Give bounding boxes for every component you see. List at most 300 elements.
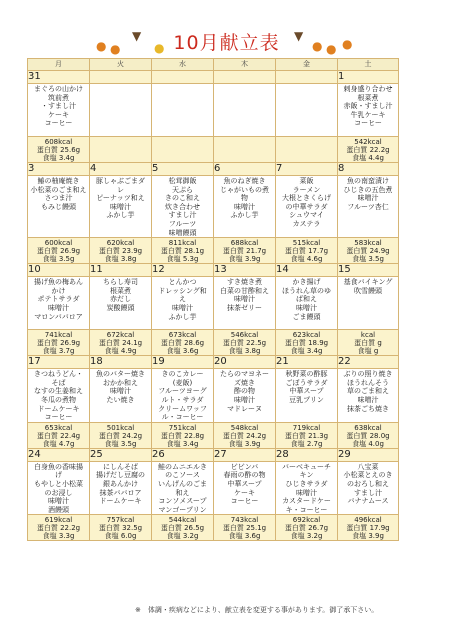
salt-value: 食塩 3.5g: [104, 439, 137, 448]
day-menu: [28, 176, 90, 238]
day-number: 21: [276, 356, 338, 369]
day-nutrition: [214, 422, 276, 448]
day-number: 26: [152, 448, 214, 461]
protein-value: 蛋白質 22.8g: [160, 431, 205, 440]
menu-item: (麦飯): [172, 378, 193, 387]
menu-item: 白身魚の香味揚: [34, 462, 83, 471]
salt-value: 食塩 2.7g: [290, 439, 323, 448]
menu-item: レ: [117, 185, 124, 194]
protein-value: 蛋白質 21.7g: [222, 247, 267, 256]
protein-value: 蛋白質 22.2g: [36, 524, 81, 533]
date-row: [28, 356, 399, 369]
menu-item: 豚しゃぶごまダ: [96, 177, 145, 185]
day-menu: [276, 277, 338, 330]
menu-item: きのこ和え: [165, 194, 200, 203]
pumpkin-icon: ●: [312, 39, 323, 53]
calorie-value: 546kcal: [230, 331, 259, 340]
protein-value: 蛋白質 17.9g: [346, 524, 390, 533]
day-number: 3: [28, 163, 90, 176]
protein-value: 蛋白質 26.5g: [160, 524, 205, 533]
menu-row: [28, 84, 399, 137]
nutrition-row: [28, 137, 399, 163]
day-nutrition: [28, 422, 90, 448]
salt-value: 食塩 3.2g: [166, 532, 199, 541]
salt-value: 食塩 3.5g: [352, 255, 384, 264]
menu-item: さつま汁: [44, 194, 73, 203]
menu-item: 赤飯・すまし汁: [343, 102, 393, 111]
day-nutrition: [338, 515, 399, 541]
day-nutrition: [90, 422, 152, 448]
menu-item: フルーツヨーグ: [158, 387, 207, 396]
menu-item: コーヒー: [44, 413, 73, 422]
page-title: 10月献立表: [173, 32, 280, 54]
nutrition-row: [28, 238, 399, 264]
menu-item: コンソメスープ: [158, 497, 207, 506]
menu-item: フルーツ: [168, 219, 197, 228]
date-row: [28, 448, 399, 461]
salt-value: 食塩 3.9g: [228, 255, 261, 264]
menu-item: 冬瓜の煮物: [41, 395, 76, 404]
menu-item: 鰆の柚庵焼き: [37, 177, 80, 185]
menu-item: ほうれん草のゆ: [282, 286, 331, 295]
menu-item: キ・コーヒー: [285, 505, 328, 514]
day-nutrition: [338, 422, 399, 448]
menu-item: 中華スープ: [289, 387, 324, 396]
day-menu: [338, 84, 399, 137]
day-number: 6: [214, 163, 276, 176]
salt-value: 食塩 4.7g: [42, 439, 75, 448]
calorie-value: 620kcal: [106, 239, 135, 248]
day-nutrition: [90, 330, 152, 356]
day-number: [214, 71, 276, 84]
calorie-value: 544kcal: [168, 516, 197, 525]
menu-item: 味噌汁: [357, 194, 379, 203]
menu-item: のこソース: [165, 471, 200, 480]
day-nutrition: [90, 238, 152, 264]
menu-item: 味噌汁: [110, 387, 131, 396]
day-menu: [338, 277, 399, 330]
cat-icon: ●: [154, 41, 165, 55]
menu-item: なすの生姜和え: [34, 387, 83, 396]
menu-item: ぶりの照り焼き: [343, 370, 393, 379]
menu-item: カスタードケー: [282, 497, 331, 506]
menu-item: 松茸御飯: [168, 177, 197, 185]
day-nutrition: [214, 137, 276, 163]
menu-item: 銀あんかけ: [103, 479, 138, 488]
calorie-value: 811kcal: [168, 239, 197, 248]
menu-item: 揚げ魚の梅あん: [34, 278, 83, 287]
menu-item: 炊き合わせ: [165, 202, 200, 211]
menu-item: クリームワッフ: [158, 404, 207, 413]
menu-item: カステラ: [292, 219, 321, 228]
menu-item: 酢の物: [234, 387, 255, 396]
day-menu: [276, 84, 338, 137]
menu-row: [28, 461, 399, 515]
menu-item: 根菜煮: [110, 286, 131, 295]
menu-item: 草のごま和え: [347, 387, 389, 396]
menu-item: 小松菜のごま和え: [30, 185, 87, 194]
bat-icon: ▼: [294, 29, 304, 43]
weekday-header: 金: [276, 59, 338, 71]
menu-item: マロンババロア: [34, 312, 83, 321]
menu-item: 魚のねぎ焼き: [223, 177, 266, 185]
menu-item: すき焼き煮: [227, 278, 262, 287]
day-menu: [28, 369, 90, 423]
menu-item: ポテトサラダ: [37, 295, 80, 304]
menu-item: 物: [241, 194, 248, 203]
day-number: 25: [90, 448, 152, 461]
menu-item: 揚げだし豆腐の: [96, 471, 145, 480]
day-number: 15: [338, 264, 399, 277]
day-number: 24: [28, 448, 90, 461]
protein-value: 蛋白質 22.5g: [222, 339, 267, 348]
date-row: [28, 163, 399, 176]
day-number: 13: [214, 264, 276, 277]
menu-row: [28, 277, 399, 330]
day-nutrition: [214, 330, 276, 356]
calorie-value: 743kcal: [230, 516, 259, 525]
calorie-value: 496kcal: [354, 516, 382, 525]
menu-item: 味噌汁: [296, 303, 317, 312]
menu-item: ビビンバ: [230, 462, 259, 471]
protein-value: 蛋白質 28.6g: [160, 339, 205, 348]
salt-value: 食塩 3.4g: [290, 347, 323, 356]
menu-item: かき揚げ: [292, 278, 321, 287]
day-nutrition: [152, 330, 214, 356]
protein-value: 蛋白質 28.0g: [346, 431, 390, 440]
salt-value: 食塩 3.8g: [104, 255, 137, 264]
menu-item: 味噌汁: [234, 295, 255, 304]
protein-value: 蛋白質 24.2g: [222, 431, 267, 440]
calorie-value: 692kcal: [292, 516, 321, 525]
calorie-value: 688kcal: [230, 239, 259, 248]
menu-item: きつねうどん・: [34, 370, 83, 379]
calorie-value: 501kcal: [106, 423, 135, 432]
day-menu: [28, 84, 90, 137]
protein-value: 蛋白質 22.4g: [36, 431, 81, 440]
menu-item: マドレーヌ: [227, 404, 262, 413]
calorie-value: 600kcal: [44, 239, 73, 248]
day-nutrition: [338, 137, 399, 163]
weekday-header-row: [28, 59, 399, 71]
menu-item: 鮭のムニエルき: [158, 462, 207, 471]
menu-item: とんかつ: [168, 278, 197, 287]
day-menu: [90, 176, 152, 238]
day-menu: [90, 84, 152, 137]
day-number: 28: [276, 448, 338, 461]
day-menu: [152, 369, 214, 423]
day-number: 10: [28, 264, 90, 277]
menu-item: ピーナッツ和え: [96, 194, 145, 203]
menu-item: 炭酸饅頭: [106, 303, 135, 312]
day-menu: [28, 277, 90, 330]
menu-item: ドームケーキ: [37, 404, 80, 413]
day-menu: [276, 369, 338, 423]
menu-item: 味噌汁: [48, 303, 69, 312]
menu-item: ラーメン: [292, 185, 321, 194]
title-banner: [0, 18, 453, 60]
day-nutrition: [214, 238, 276, 264]
menu-item: ふかし芋: [230, 211, 259, 220]
day-number: 29: [338, 448, 399, 461]
calorie-value: 548kcal: [230, 423, 259, 432]
calorie-value: 673kcal: [168, 331, 197, 340]
menu-item: もやしと小松菜: [34, 479, 83, 488]
day-nutrition: [276, 330, 338, 356]
salt-value: 食塩 3.8g: [228, 347, 261, 356]
day-menu: [338, 176, 399, 238]
day-nutrition: [90, 515, 152, 541]
calorie-value: 672kcal: [106, 331, 135, 340]
menu-item: ごま饅頭: [292, 312, 321, 321]
nutrition-row: [28, 422, 399, 448]
menu-item: 秋野菜の酢豚: [285, 370, 328, 379]
calorie-value: 719kcal: [292, 423, 321, 432]
menu-item: のおろし和え: [347, 479, 389, 488]
protein-value: 蛋白質 18.9g: [284, 339, 329, 348]
day-nutrition: [152, 238, 214, 264]
day-nutrition: [214, 515, 276, 541]
calorie-value: kcal: [360, 331, 376, 340]
day-menu: [214, 84, 276, 137]
protein-value: 蛋白質 22.2g: [346, 146, 390, 154]
day-menu: [214, 461, 276, 515]
menu-item: 筑前煮: [48, 93, 69, 102]
menu-item: 味噌汁: [296, 488, 317, 497]
menu-item: たい焼き: [106, 395, 135, 404]
menu-item: バナナムース: [347, 497, 389, 506]
calorie-value: 653kcal: [44, 423, 73, 432]
day-number: 8: [338, 163, 399, 176]
day-nutrition: [152, 137, 214, 163]
salt-value: 食塩 3.2g: [290, 532, 323, 541]
menu-item: 抹茶ババロア: [99, 488, 142, 497]
menu-item: コーヒー: [44, 119, 73, 128]
day-menu: [338, 369, 399, 423]
day-number: [90, 71, 152, 84]
day-number: 19: [152, 356, 214, 369]
day-nutrition: [276, 515, 338, 541]
menu-item: フルーツ杏仁: [347, 202, 389, 211]
menu-item: 味噌汁: [48, 497, 69, 506]
calorie-value: 751kcal: [168, 423, 197, 432]
calorie-value: 583kcal: [354, 239, 382, 248]
date-row: [28, 264, 399, 277]
salt-value: 食塩 g: [357, 347, 379, 356]
salt-value: 食塩 3.4g: [42, 154, 75, 162]
menu-item: すまし汁: [354, 488, 382, 497]
day-number: 14: [276, 264, 338, 277]
salt-value: 食塩 5.3g: [166, 255, 199, 264]
menu-item: 吹雪饅頭: [354, 286, 382, 295]
protein-value: 蛋白質 25.6g: [36, 146, 81, 154]
pumpkin-icon: ●: [342, 37, 353, 51]
menu-item: 味噌汁: [234, 395, 255, 404]
salt-value: 食塩 3.4g: [166, 439, 199, 448]
day-nutrition: [276, 238, 338, 264]
menu-item: もみじ饅頭: [41, 202, 76, 211]
menu-item: ・すまし汁: [41, 102, 76, 111]
menu-item: ドームケーキ: [99, 497, 142, 506]
pumpkin-icon: ●: [96, 39, 107, 53]
date-row: [28, 71, 399, 84]
protein-value: 蛋白質 26.9g: [36, 247, 81, 256]
day-menu: [90, 277, 152, 330]
day-nutrition: [90, 137, 152, 163]
menu-item: 味噌汁: [234, 202, 255, 211]
menu-item: 基食バイキング: [343, 278, 393, 287]
menu-item: マンゴープリン: [158, 505, 207, 514]
calorie-value: 542kcal: [354, 138, 382, 146]
menu-item: ズ焼き: [234, 378, 255, 387]
menu-item: ドレッシング和: [158, 286, 207, 295]
menu-item: 菜飯: [299, 177, 314, 185]
menu-item: ちらし寿司: [103, 278, 138, 287]
salt-value: 食塩 3.7g: [42, 347, 75, 356]
day-number: 22: [338, 356, 399, 369]
calorie-value: 619kcal: [44, 516, 73, 525]
menu-item: じゃがいもの煮: [220, 185, 269, 194]
menu-item: 赤だし: [110, 295, 131, 304]
menu-item: きのこカレー: [161, 370, 204, 379]
day-nutrition: [276, 137, 338, 163]
day-menu: [276, 461, 338, 515]
salt-value: 食塩 4.9g: [104, 347, 137, 356]
salt-value: 食塩 4.0g: [352, 439, 384, 448]
menu-item: ば和え: [296, 295, 317, 304]
day-number: 17: [28, 356, 90, 369]
protein-value: 蛋白質 g: [354, 339, 382, 348]
protein-value: 蛋白質 24.2g: [98, 431, 143, 440]
pumpkin-icon: ●: [110, 42, 121, 56]
protein-value: 蛋白質 17.7g: [284, 247, 329, 256]
menu-item: 味噌汁: [110, 202, 131, 211]
day-number: 1: [338, 71, 399, 84]
menu-item: コーヒー: [354, 119, 382, 128]
day-number: [152, 71, 214, 84]
protein-value: 蛋白質 25.1g: [222, 524, 267, 533]
protein-value: 蛋白質 24.9g: [346, 247, 390, 256]
salt-value: 食塩 3.3g: [42, 532, 75, 541]
protein-value: 蛋白質 23.9g: [98, 247, 143, 256]
menu-item: 刺身盛り合わせ: [343, 85, 393, 93]
calorie-value: 515kcal: [292, 239, 321, 248]
salt-value: 食塩 3.6g: [166, 347, 199, 356]
menu-item: 酒饅頭: [48, 505, 69, 514]
day-menu: [90, 369, 152, 423]
menu-item: 味噌饅頭: [168, 228, 197, 237]
protein-value: 蛋白質 32.5g: [98, 524, 143, 533]
day-menu: [28, 461, 90, 515]
day-menu: [214, 369, 276, 423]
nutrition-row: [28, 515, 399, 541]
weekday-header: 月: [28, 59, 90, 71]
pumpkin-icon: ●: [326, 42, 337, 56]
footnote: ※ 体調・疾病などにより、献立表を変更する事があります。御了承下さい。: [135, 606, 379, 614]
protein-value: 蛋白質 24.1g: [98, 339, 143, 348]
day-menu: [90, 461, 152, 515]
menu-item: たらのマヨネー: [220, 370, 269, 379]
protein-value: 蛋白質 26.9g: [36, 339, 81, 348]
menu-item: ふかし芋: [106, 211, 135, 220]
salt-value: 食塩 3.5g: [42, 255, 75, 264]
menu-item: げ: [55, 471, 62, 480]
day-menu: [152, 84, 214, 137]
day-menu: [338, 461, 399, 515]
menu-calendar: [27, 58, 399, 541]
day-menu: [214, 277, 276, 330]
menu-item: いんげんのごま: [158, 479, 207, 488]
calorie-value: 623kcal: [292, 331, 321, 340]
menu-item: バーベキューチ: [282, 462, 331, 471]
day-number: 5: [152, 163, 214, 176]
menu-item: ごぼうサラダ: [285, 378, 328, 387]
day-nutrition: [28, 137, 90, 163]
menu-item: 味噌汁: [172, 303, 193, 312]
protein-value: 蛋白質 21.3g: [284, 431, 329, 440]
calorie-value: 608kcal: [44, 138, 73, 146]
weekday-header: 水: [152, 59, 214, 71]
day-number: [276, 71, 338, 84]
menu-item: 春雨の酢の物: [223, 471, 266, 480]
day-number: 18: [90, 356, 152, 369]
menu-row: [28, 369, 399, 423]
menu-item: にしんそば: [103, 462, 138, 471]
menu-item: おかか和え: [103, 378, 138, 387]
menu-item: 根菜煮: [357, 93, 379, 102]
salt-value: 食塩 4.4g: [352, 154, 384, 162]
day-number: 12: [152, 264, 214, 277]
day-menu: [152, 176, 214, 238]
day-nutrition: [152, 515, 214, 541]
menu-item: ひじきの五色煮: [343, 185, 393, 194]
menu-item: 豆乳プリン: [289, 395, 324, 404]
menu-item: え: [179, 295, 186, 304]
menu-item: 中華スープ: [227, 479, 262, 488]
menu-item: キン: [299, 471, 314, 480]
day-menu: [276, 176, 338, 238]
menu-item: ケーキ: [48, 110, 69, 119]
calorie-value: 757kcal: [106, 516, 135, 525]
menu-item: 味噌汁: [357, 395, 379, 404]
menu-item: ル・コーヒー: [161, 413, 204, 422]
menu-item: かけ: [51, 286, 66, 295]
protein-value: 蛋白質 26.7g: [284, 524, 329, 533]
day-nutrition: [28, 238, 90, 264]
menu-item: 大根ときくらげ: [282, 194, 331, 203]
day-number: 4: [90, 163, 152, 176]
day-nutrition: [338, 330, 399, 356]
salt-value: 食塩 3.9g: [352, 532, 384, 541]
menu-item: の中華サラダ: [285, 202, 328, 211]
menu-item: 白菜の甘酢和え: [220, 286, 269, 295]
salt-value: 食塩 6.0g: [104, 532, 137, 541]
menu-item: ケーキ: [234, 488, 255, 497]
menu-item: 魚の南蛮漬け: [347, 177, 389, 185]
menu-item: 抹茶ごち焼き: [347, 404, 389, 413]
salt-value: 食塩 3.6g: [228, 532, 261, 541]
protein-value: 蛋白質 28.1g: [160, 247, 205, 256]
day-nutrition: [28, 515, 90, 541]
weekday-header: 火: [90, 59, 152, 71]
nutrition-row: [28, 330, 399, 356]
day-number: 20: [214, 356, 276, 369]
menu-item: ひじきサラダ: [285, 479, 328, 488]
menu-item: シュウマイ: [289, 211, 324, 220]
menu-item: コーヒー: [230, 497, 259, 506]
day-number: 7: [276, 163, 338, 176]
weekday-header: 土: [338, 59, 399, 71]
